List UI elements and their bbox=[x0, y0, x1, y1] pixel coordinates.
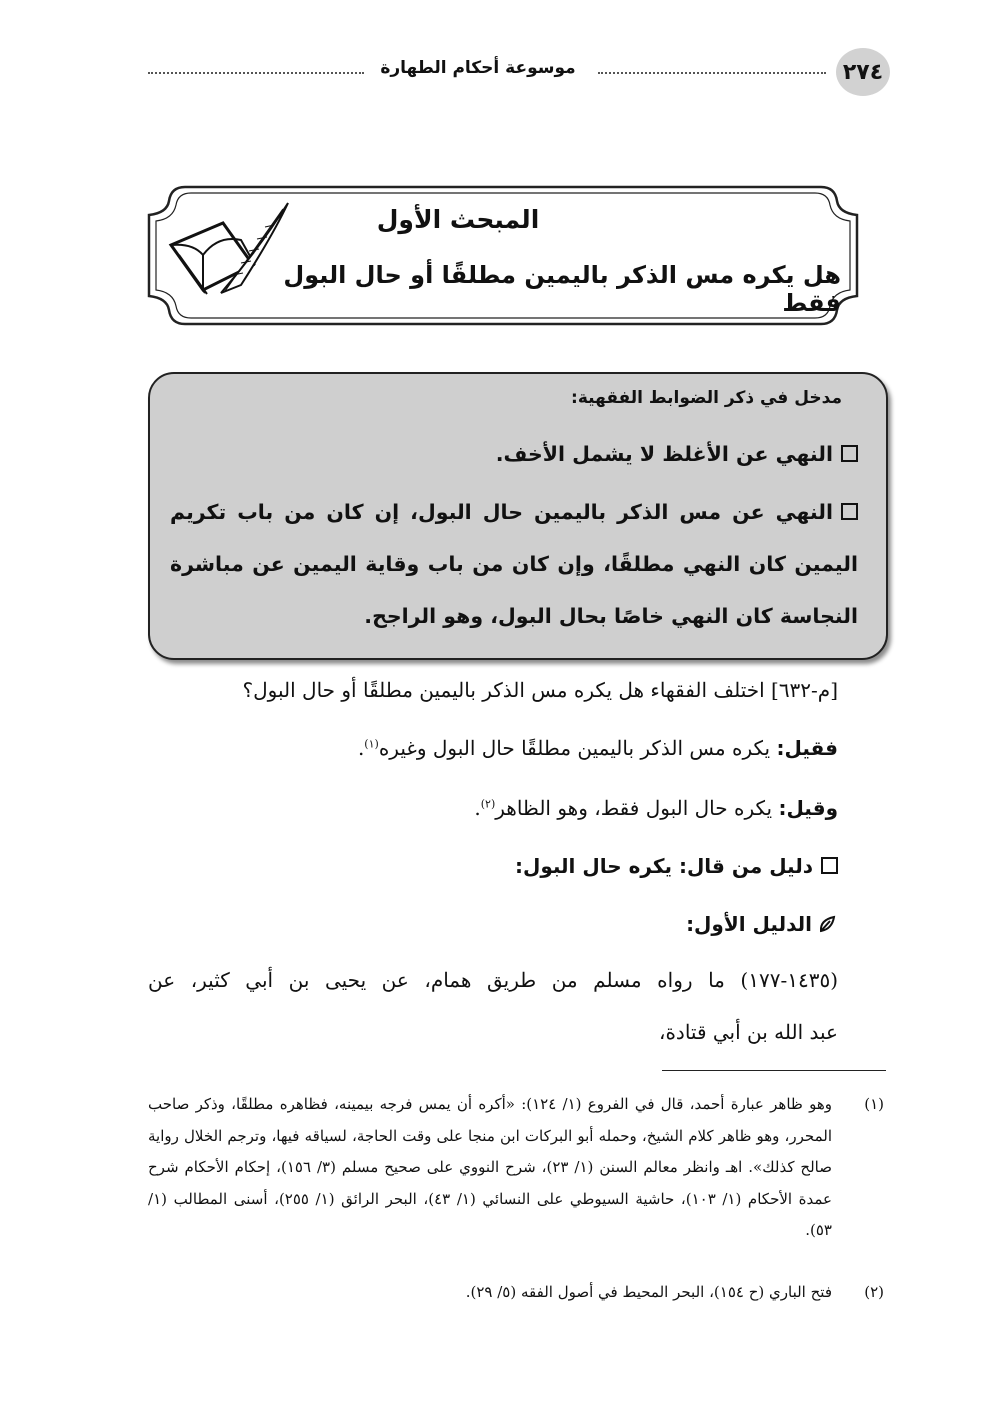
footnote bbox=[148, 1277, 884, 1311]
first-evidence-heading: الدليل الأول: bbox=[686, 912, 838, 936]
footnote-number: (٢) bbox=[864, 1283, 884, 1301]
paragraph-first-opinion: فقيل: يكره مس الذكر باليمين مطلقًا حال البول وغيره$^{(١)}$. bbox=[357, 736, 838, 760]
header-dotted-line-left bbox=[148, 72, 364, 74]
footnote-ref[interactable]: (٢) bbox=[480, 797, 496, 811]
square-bullet-icon bbox=[841, 445, 858, 462]
section-title-frame bbox=[145, 183, 861, 328]
footnote-text: فتح الباري (ح ١٥٤)، البحر المحيط في أصول الفقه (٥/ ٢٩). bbox=[465, 1283, 832, 1301]
book-title: موسوعة أحكام الطهارة bbox=[368, 58, 588, 78]
footnote bbox=[148, 1089, 884, 1249]
footnote-ref[interactable]: (١) bbox=[364, 737, 379, 751]
main-text bbox=[148, 678, 848, 1018]
section-title: المبحث الأول bbox=[376, 205, 540, 234]
header-dotted-line-right bbox=[598, 72, 826, 74]
paragraph-intro: [م-٦٣٢] اختلف الفقهاء هل يكره مس الذكر باليمين مطلقًا أو حال البول؟ bbox=[242, 678, 838, 702]
hadith-line: عبد الله بن أبي قتادة، bbox=[658, 1020, 838, 1044]
footnote-text: وهو ظاهر عبارة أحمد، قال في الفروع (١/ ١٢٤): «أكره أن يمس فرجه بيمينه، فظاهره مطلقًا، وذكر صاحب المحرر، وهو ظاهر كلام الشيخ، وحمله أبو البركات ابن منجا على وقت الحاجة، لسياقه فيها، وترجم الخلال رواية صالح كذلك». اهـ وانظر معالم السنن (١/ ٢٣)، شرح النووي على صحيح مسلم (٣/ ١٥٦)، إحكام الأحكام شرح عمدة الأحكام (١/ ١٠٣)، حاشية السيوطي على النسائي (١/ ٤٣)، البحر الرائق (١/ ٢٥٥)، أسنى المطالب (١/ ٥٣). bbox=[148, 1095, 833, 1239]
leaf-bullet-icon bbox=[818, 914, 838, 934]
evidence-heading: دليل من قال: يكره حال البول: bbox=[515, 854, 838, 878]
square-bullet-icon bbox=[841, 503, 858, 520]
hadith-line: (١٤٣٥-١٧٧) ما رواه مسلم من طريق همام، عن يحيى بن أبي كثير، عن bbox=[148, 968, 838, 992]
rule-item: النهي عن الأغلظ لا يشمل الأخف. bbox=[170, 428, 858, 480]
footnote-separator bbox=[662, 1070, 886, 1071]
square-bullet-icon bbox=[821, 857, 838, 874]
rule-item: النهي عن مس الذكر باليمين حال البول، إن كان من باب تكريم اليمين كان النهي مطلقًا، وإن كان من باب وقاية اليمين عن مباشرة النجاسة كان النهي خاصًا بحال البول، وهو الراجح. bbox=[170, 500, 858, 628]
paragraph-second-opinion: وقيل: يكره حال البول فقط، وهو الظاهر$^{(٢)}$. bbox=[474, 796, 838, 820]
page-number: ٢٧٤ bbox=[836, 48, 890, 96]
section-subtitle: هل يكره مس الذكر باليمين مطلقًا أو حال البول فقط bbox=[283, 261, 841, 317]
rules-intro: مدخل في ذكر الضوابط الفقهية: bbox=[571, 388, 842, 408]
fiqh-rules-box bbox=[148, 372, 888, 660]
footnote-number: (١) bbox=[864, 1095, 884, 1113]
main-text-continued bbox=[148, 1020, 848, 1060]
